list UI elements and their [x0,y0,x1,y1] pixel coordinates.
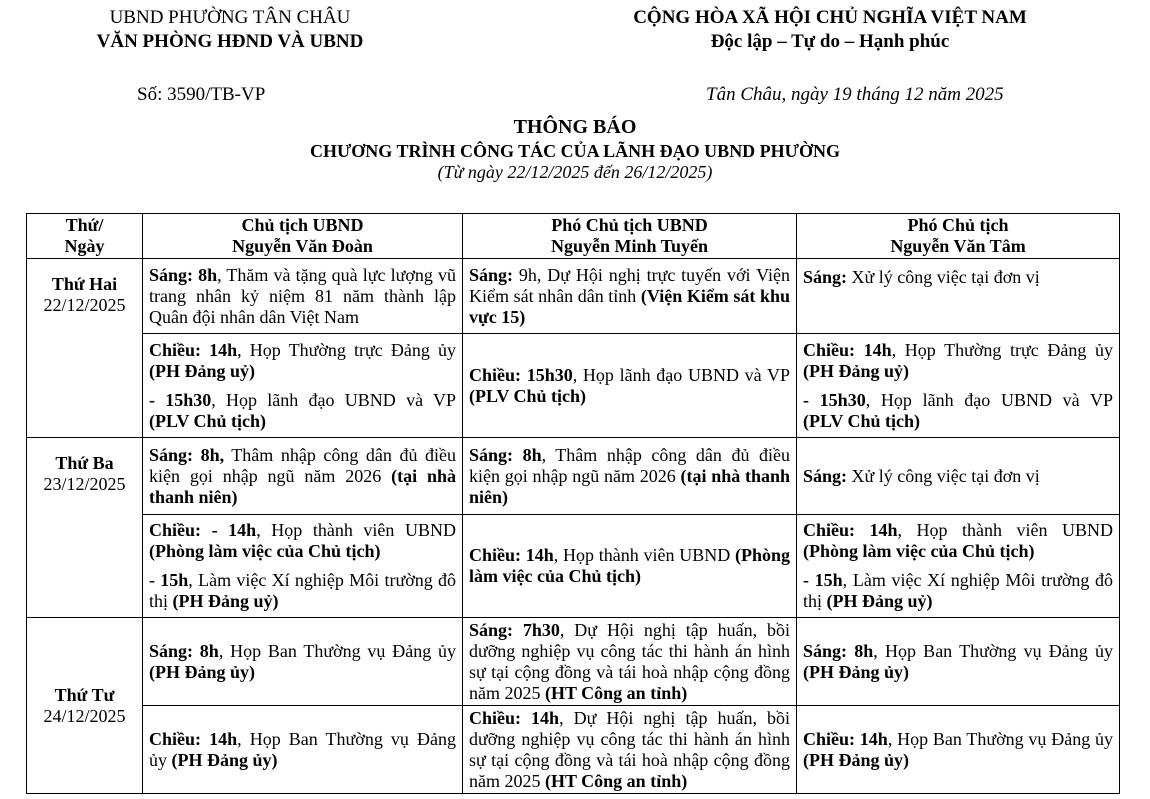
row-wednesday-morning [27,618,1120,706]
schedule-entry: Chiều: 14h, Dự Hội nghị tập huấn, bồi dưỡng nghiệp vụ công tác thi hành án hình sự tại cộng đồng và tái hoà nhập cộng đồng năm 2025 (HT Công an tỉnh) [469,707,790,791]
schedule-entry: Chiều: 15h30, Họp lãnh đạo UBND và VP (PLV Chủ tịch) [469,364,791,406]
header-vice-chairman-2: Phó Chủ tịch Nguyễn Văn Tâm [797,214,1120,259]
schedule-entry: Sáng: 8h, Thăm và tặng quà lực lượng vũ trang nhân kỷ niệm 81 năm thành lập Quân đội nhân dân Việt Nam [149,264,457,327]
schedule-cell [463,515,797,618]
schedule-cell [463,618,797,706]
day-date: 24/12/2025 [43,705,126,726]
schedule-entry: Chiều: - 14h, Họp thành viên UBND (Phòng làm việc của Chủ tịch) [149,520,457,561]
schedule-entry: - 15h30, Họp lãnh đạo UBND và VP (PLV Chủ tịch) [803,389,1113,431]
schedule-cell [463,706,797,794]
place-date: Tân Châu, ngày 19 tháng 12 năm 2025 [706,84,1004,105]
schedule-entry: Sáng: 9h, Dự Hội nghị trực tuyến với Viện Kiểm sát nhân dân tỉnh (Viện Kiểm sát khu vực 15) [469,264,791,327]
schedule-cell [797,618,1120,706]
schedule-cell [143,618,463,706]
schedule-entry: Chiều: 14h, Họp thành viên UBND (Phòng làm việc của Chủ tịch) [469,545,791,586]
notice-subtitle: CHƯƠNG TRÌNH CÔNG TÁC CỦA LÃNH ĐẠO UBND PHƯỜNG [309,141,841,161]
schedule-entry: Chiều: 14h, Họp Ban Thường vụ Đảng ủy (PH Đảng ủy) [149,728,456,770]
header-row [27,214,1120,259]
schedule-cell [143,438,463,515]
schedule-entry: Sáng: Xử lý công việc tại đơn vị [803,267,1040,287]
notice-title: THÔNG BÁO [513,116,637,138]
schedule-entry: Chiều: 14h, Họp thành viên UBND (Phòng làm việc của Chủ tịch) [803,520,1113,561]
row-tuesday-morning [27,438,1120,515]
national-header [560,6,1100,54]
schedule-entry: Sáng: 7h30, Dự Hội nghị tập huấn, bồi dưỡng nghiệp vụ công tác thi hành án hình sự tại cộng đồng và tái hoà nhập cộng đồng năm 2025 (HT Công an tỉnh) [469,619,790,703]
schedule-entry: Chiều: 14h, Họp Thường trực Đảng ủy (PH Đảng uỷ) [803,339,1114,381]
schedule-cell [143,334,463,438]
row-tuesday-afternoon [27,515,1120,618]
header-day: Thứ/ Ngày [27,214,143,259]
schedule-cell [463,334,797,438]
row-monday-afternoon [27,334,1120,438]
schedule-entry: Sáng: 8h, Thâm nhập công dân đủ điều kiện gọi nhập ngũ năm 2026 (tại nhà thanh niên) [469,444,790,507]
row-wednesday-afternoon [27,706,1120,794]
day-date: 22/12/2025 [43,295,126,315]
schedule-entry: Sáng: 8h, Thâm nhập công dân đủ điều kiện gọi nhập ngũ năm 2026 (tại nhà thanh niên) [149,444,456,507]
schedule-cell [143,706,463,794]
document-number: Số: 3590/TB-VP [137,84,266,105]
schedule-entry: Sáng: 8h, Họp Ban Thường vụ Đảng ủy (PH Đảng ủy) [803,640,1113,682]
schedule-entry: - 15h, Làm việc Xí nghiệp Môi trường đô thị (PH Đảng uỷ) [149,570,456,611]
schedule-entry: Sáng: Xử lý công việc tại đơn vị [803,465,1040,486]
header-chairman: Chủ tịch UBND Nguyễn Văn Đoàn [143,214,463,259]
schedule-table [26,213,1120,794]
schedule-cell [797,334,1120,438]
schedule-entry: Sáng: 8h, Họp Ban Thường vụ Đảng ủy (PH Đảng ủy) [149,640,456,682]
header-vice-chairman-1: Phó Chủ tịch UBND Nguyễn Minh Tuyến [463,214,797,259]
day-cell-tuesday [27,438,143,618]
issuer-line-2: VĂN PHÒNG HĐND VÀ UBND [96,31,364,52]
issuer-header [40,6,420,54]
row-monday-morning [27,259,1120,334]
day-name: Thứ Ba [55,453,114,473]
national-motto: Độc lập – Tự do – Hạnh phúc [710,31,950,52]
schedule-entry: Chiều: 14h, Họp Ban Thường vụ Đảng ủy (PH Đảng ủy) [803,728,1113,770]
issuer-line-1: UBND PHƯỜNG TÂN CHÂU [109,7,351,28]
schedule-cell [143,259,463,334]
schedule-cell [797,706,1120,794]
day-date: 23/12/2025 [43,474,126,494]
schedule-cell [797,438,1120,515]
schedule-cell [797,259,1120,334]
day-name: Thứ Hai [51,274,118,294]
schedule-entry: Chiều: 14h, Họp Thường trực Đảng ủy (PH Đảng uỷ) [149,339,457,381]
day-cell-monday [27,259,143,438]
day-name: Thứ Tư [54,684,115,705]
day-cell-wednesday [27,618,143,794]
schedule-cell [797,515,1120,618]
schedule-cell [143,515,463,618]
national-title: CỘNG HÒA XÃ HỘI CHỦ NGHĨA VIỆT NAM [633,7,1027,28]
notice-date-range: (Từ ngày 22/12/2025 đến 26/12/2025) [437,162,713,182]
schedule-cell [463,438,797,515]
schedule-cell [463,259,797,334]
schedule-entry: - 15h30, Họp lãnh đạo UBND và VP (PLV Chủ tịch) [149,389,457,431]
schedule-entry: - 15h, Làm việc Xí nghiệp Môi trường đô thị (PH Đảng uỷ) [803,570,1113,611]
